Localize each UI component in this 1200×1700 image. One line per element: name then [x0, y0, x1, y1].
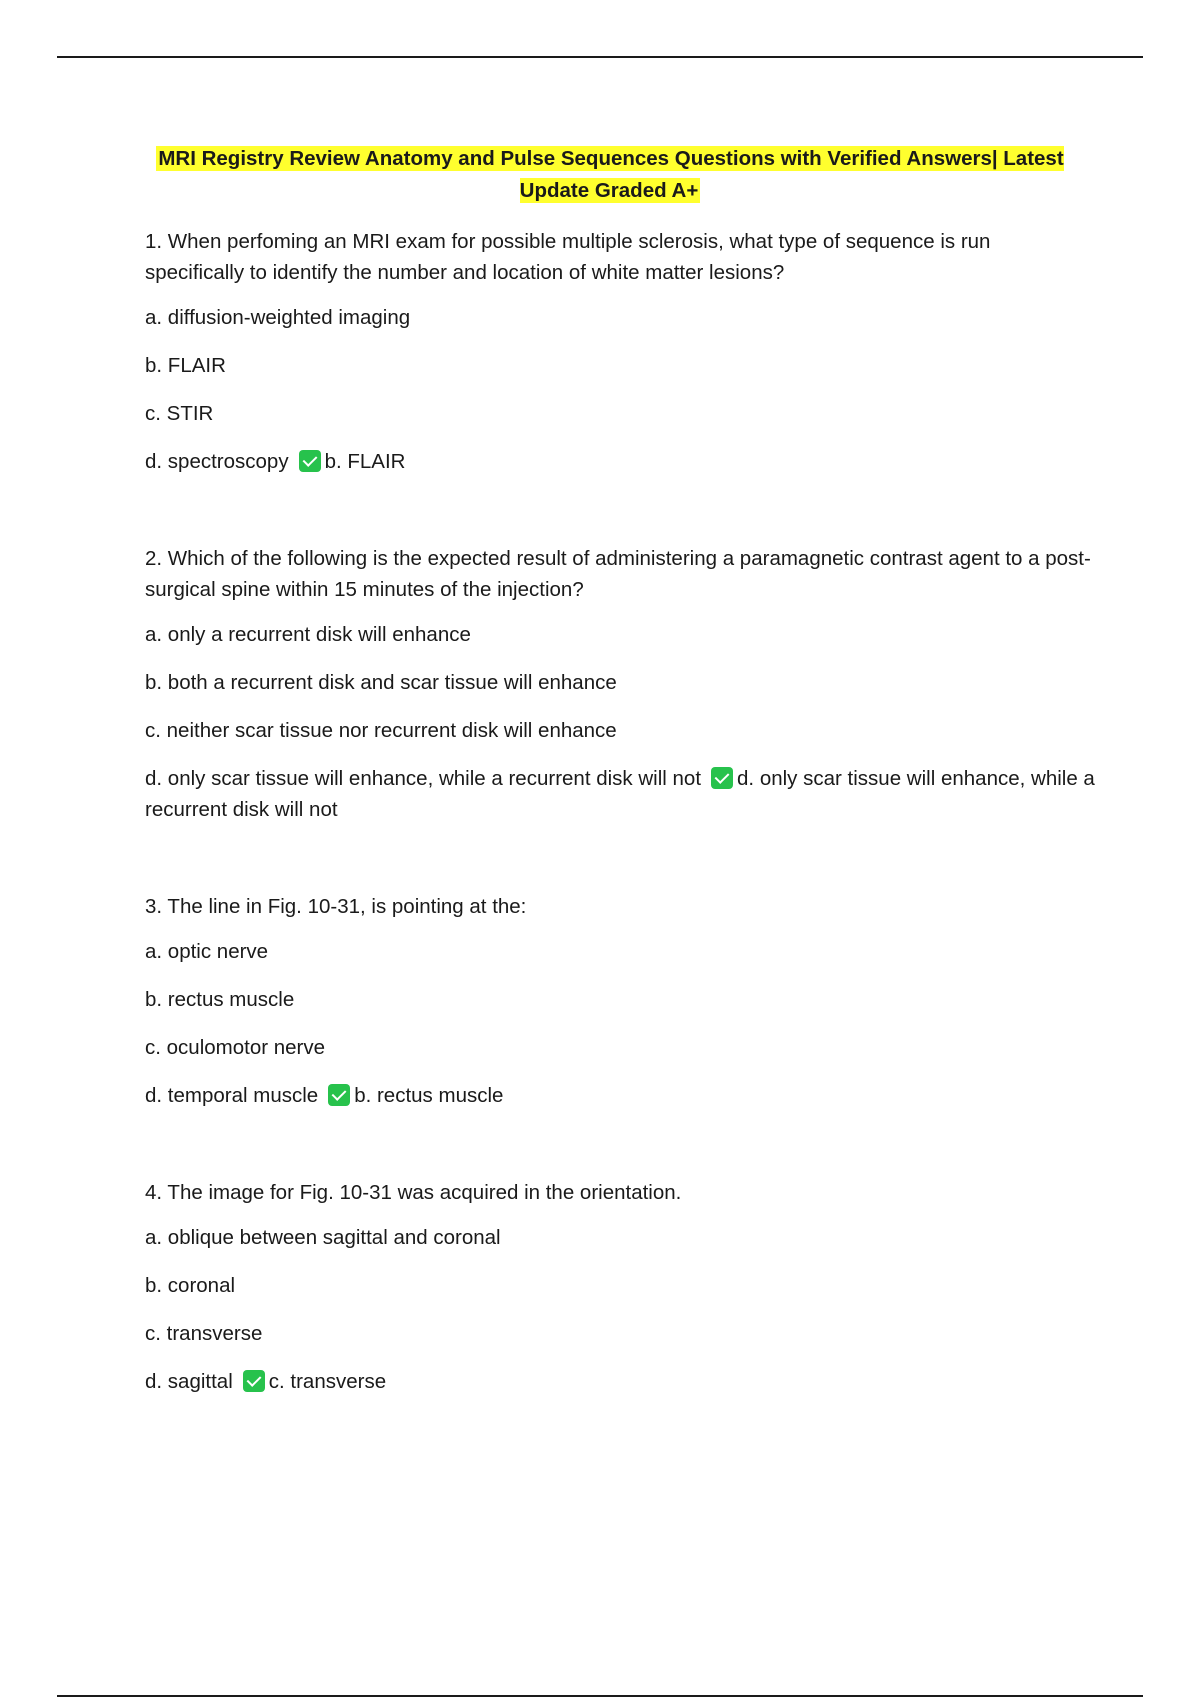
checkmark-icon — [711, 767, 733, 789]
checkmark-icon — [299, 450, 321, 472]
document-title-highlight: MRI Registry Review Anatomy and Pulse Sequences Questions with Verified Answers| Latest Update Graded A+ — [158, 147, 1064, 202]
document-title — [140, 143, 1080, 207]
option-c: c. transverse — [145, 1322, 263, 1345]
option-b: b. coronal — [145, 1274, 236, 1297]
option-d-with-answer — [145, 1366, 1095, 1397]
option-c: c. neither scar tissue nor recurrent disk will enhance — [145, 719, 617, 742]
checkmark-icon — [243, 1370, 265, 1392]
question-spacer — [145, 1111, 1095, 1177]
option-d: d. spectroscopy — [145, 450, 289, 473]
answer-text: b. FLAIR — [324, 450, 406, 473]
question-text: 3. The line in Fig. 10-31, is pointing at the: — [145, 895, 527, 918]
question-list — [145, 226, 1095, 1397]
option-d-with-answer — [145, 1080, 1095, 1111]
option-b: b. rectus muscle — [145, 988, 295, 1011]
option-a: a. diffusion-weighted imaging — [145, 306, 411, 329]
option-a: a. oblique between sagittal and coronal — [145, 1226, 501, 1249]
checkmark-icon — [328, 1084, 350, 1106]
question-1 — [145, 226, 1095, 477]
header-rule — [57, 56, 1143, 58]
option-a: a. only a recurrent disk will enhance — [145, 623, 471, 646]
question-4 — [145, 1177, 1095, 1397]
option-d-with-answer — [145, 763, 1095, 825]
footer-rule — [57, 1695, 1143, 1697]
question-text: 1. When perfoming an MRI exam for possible multiple sclerosis, what type of sequence is run specifically to identify the number and location of white matter lesions? — [145, 230, 991, 284]
option-d: d. sagittal — [145, 1370, 233, 1393]
question-spacer — [145, 477, 1095, 543]
option-d: d. only scar tissue will enhance, while a recurrent disk will not — [145, 767, 702, 790]
option-b: b. FLAIR — [145, 354, 226, 377]
question-text: 2. Which of the following is the expected result of administering a paramagnetic contrast agent to a post-surgical spine within 15 minutes of the injection? — [145, 547, 1091, 601]
option-b: b. both a recurrent disk and scar tissue will enhance — [145, 671, 617, 694]
option-c: c. STIR — [145, 402, 214, 425]
answer-text: c. transverse — [268, 1370, 387, 1393]
answer-text: d. only scar tissue will enhance, while a recurrent disk will not — [145, 767, 1095, 821]
answer-text: b. rectus muscle — [354, 1084, 504, 1107]
option-a: a. optic nerve — [145, 940, 269, 963]
option-d-with-answer — [145, 446, 1095, 477]
option-d: d. temporal muscle — [145, 1084, 319, 1107]
question-text: 4. The image for Fig. 10-31 was acquired in the orientation. — [145, 1181, 682, 1204]
option-c: c. oculomotor nerve — [145, 1036, 326, 1059]
question-3 — [145, 891, 1095, 1111]
question-spacer — [145, 825, 1095, 891]
question-2 — [145, 543, 1095, 825]
